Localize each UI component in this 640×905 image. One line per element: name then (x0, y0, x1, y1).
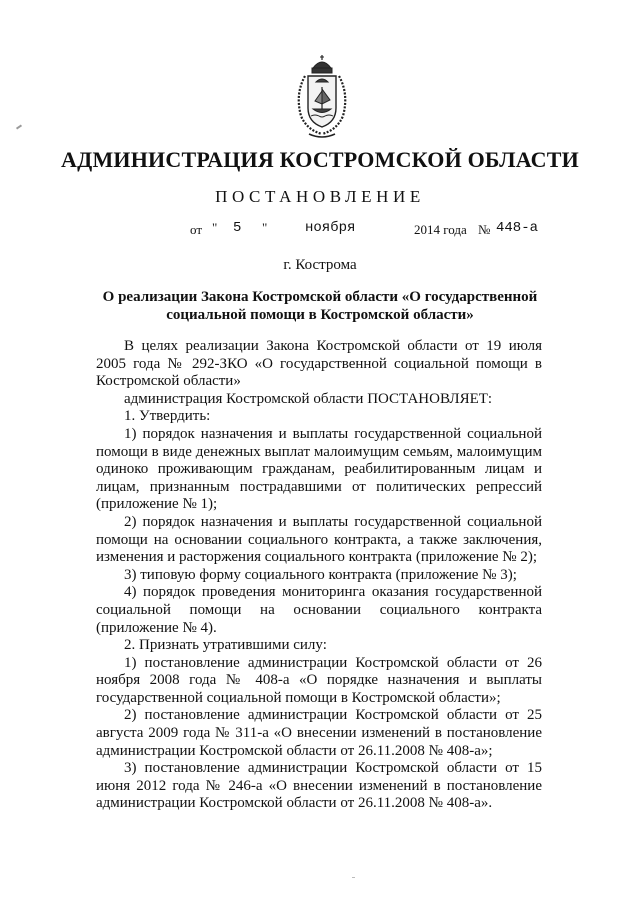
organization-title: АДМИНИСТРАЦИЯ КОСТРОМСКОЙ ОБЛАСТИ (61, 147, 579, 172)
paragraph-item-1-3: 3) типовую форму социального контракта (приложение № 3); (124, 566, 517, 583)
paragraph-preamble: В целях реализации Закона Костромской области от 19 июля 2005 года № 292-ЗКО «О государственной социальной помощи в Костромской области» (96, 338, 542, 390)
date-prefix: от (190, 222, 203, 237)
paragraph-resolves: администрация Костромской области ПОСТАНОВЛЯЕТ: (124, 390, 493, 407)
date-close-quote: " (262, 220, 268, 235)
scan-artifact (16, 124, 22, 129)
kostroma-coat-of-arms-icon (291, 54, 353, 140)
city-name: г. Кострома (283, 257, 357, 273)
paragraph-item-1-2: 2) порядок назначения и выплаты государственной социальной помощи на основании социального контракта, а также заключения, изменения и расторжения социального контракта (приложение № 2); (96, 513, 542, 566)
scan-artifact (352, 877, 355, 878)
paragraph-approve: 1. Утвердить: (124, 408, 211, 425)
paragraph-item-1-1: 1) порядок назначения и выплаты государственной социальной помощи в виде денежных выплат малоимущим семьям, малоимущим одиноко проживающим гражданам, реабилитированным лицам и лицам, признанным пострадавшими от политических репрессий (приложение № 1); (96, 425, 542, 513)
document-body (96, 338, 542, 813)
paragraph-repeal: 2. Признать утратившими силу: (124, 637, 327, 654)
document-type: ПОСТАНОВЛЕНИЕ (215, 187, 425, 206)
number-sign: № (478, 222, 491, 237)
document-number: 448-а (496, 220, 539, 236)
paragraph-item-2-3: 3) постановление администрации Костромской области от 15 июня 2012 года № 246-а «О внесении изменений в постановление администрации Костромской области от 26.11.2008 № 408-а». (96, 760, 542, 812)
document-heading: О реализации Закона Костромской области «О государственной социальной помощи в Костромской области» (102, 289, 538, 323)
date-month: ноября (305, 220, 356, 236)
paragraph-item-2-2: 2) постановление администрации Костромской области от 25 августа 2009 года № 311-а «О внесении изменений в постановление администрации Костромской области от 26.11.2008 № 408-а»; (96, 707, 542, 759)
date-day: 5 (233, 220, 242, 236)
date-open-quote: " (212, 220, 218, 235)
paragraph-item-1-4: 4) порядок проведения мониторинга оказания государственной социальной помощи на основании социального контракта (приложение № 4). (96, 584, 542, 636)
date-year: 2014 года (414, 222, 467, 237)
paragraph-item-2-1: 1) постановление администрации Костромской области от 26 ноября 2008 года № 408-а «О порядке назначения и выплаты государственной социальной помощи в Костромской области»; (96, 654, 542, 706)
date-number-line (0, 220, 640, 242)
